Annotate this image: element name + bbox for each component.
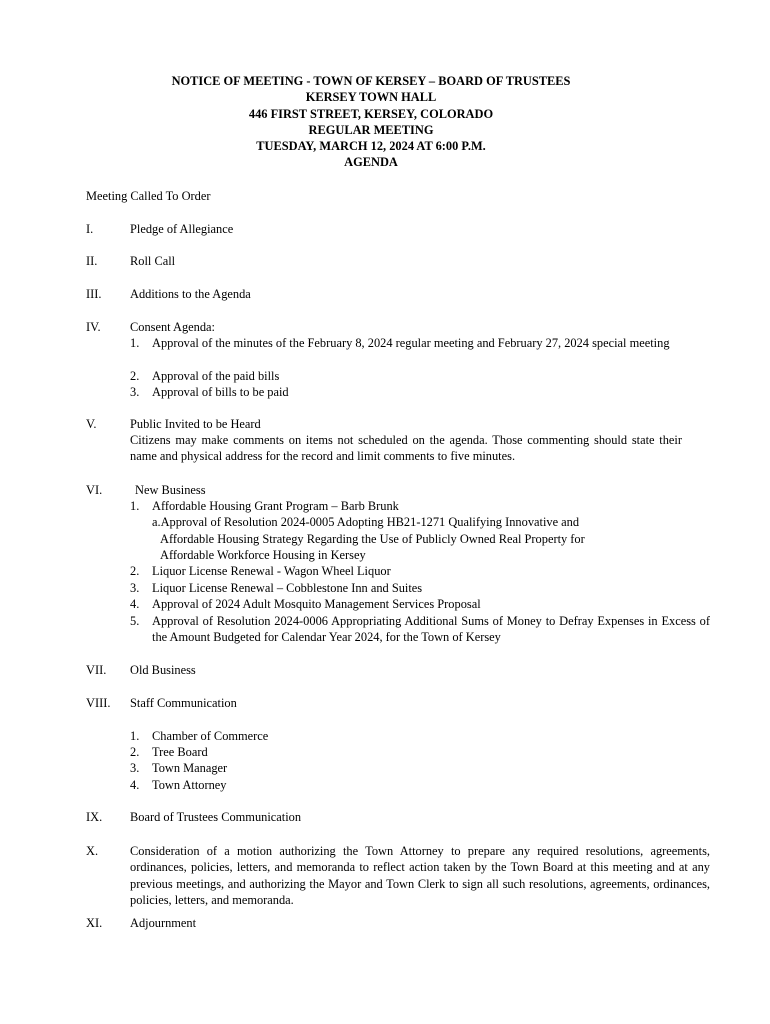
section-number: III. [86, 287, 102, 301]
list-item [130, 728, 710, 744]
motion-authorization-text: Consideration of a motion authorizing the Town Attorney to prepare any required resolutions, agreements, ordinances, policies, letters, and memoranda to reflect action taken by the Town Board at this meeting and at any previous meetings, and authorizing the Mayor and Town Clerk to sign all such resolutions, agreements, ordinances, policies, letters, and memoranda. [130, 844, 710, 907]
list-item [130, 744, 710, 760]
list-item-number: 3. [130, 581, 140, 595]
section-title-adjournment: Adjournment [130, 916, 197, 930]
list-item-text: Affordable Housing Grant Program – Barb Brunk [152, 499, 399, 513]
list-item-text: Town Manager [152, 761, 228, 775]
sub-item-a-line1: a.Approval of Resolution 2024-0005 Adopting HB21-1271 Qualifying Innovative and [152, 515, 580, 529]
section-title-additions: Additions to the Agenda [130, 287, 251, 301]
section-title-public-heard: Public Invited to be Heard [130, 417, 261, 431]
section-number: V. [86, 417, 97, 431]
header-agenda-line: AGENDA [344, 155, 398, 170]
section-title-new-business: New Business [135, 483, 206, 497]
sub-item-a-line3: Affordable Workforce Housing in Kersey [160, 548, 366, 562]
list-item-number: 4. [130, 778, 140, 792]
section-number: IV. [86, 320, 101, 334]
list-item [130, 335, 710, 351]
list-item-number: 1. [130, 499, 140, 513]
header-address-line: 446 FIRST STREET, KERSEY, COLORADO [248, 106, 494, 121]
list-item [130, 563, 710, 579]
section-title-consent-agenda: Consent Agenda: [130, 320, 216, 334]
list-item-text: Approval of the minutes of the February 8, 2024 regular meeting and February 27, 2024 special meeting [152, 336, 670, 350]
list-item [130, 760, 710, 776]
list-item-number: 4. [130, 597, 140, 611]
section-title-pledge: Pledge of Allegiance [130, 222, 234, 236]
header-notice-line: NOTICE OF MEETING - TOWN OF KERSEY – BOARD OF TRUSTEES [171, 74, 571, 88]
section-title-staff-communication: Staff Communication [130, 696, 237, 710]
public-comment-text: Citizens may make comments on items not scheduled on the agenda. Those commenting should state their name and physical address for the record and limit comments to five minutes. [130, 433, 682, 464]
list-item-number: 2. [130, 564, 140, 578]
list-item-number: 5. [130, 614, 140, 628]
header-venue-line: KERSEY TOWN HALL [305, 90, 437, 105]
sub-item-a-line2: Affordable Housing Strategy Regarding the Use of Publicly Owned Real Property for [160, 532, 585, 546]
list-item [130, 580, 710, 596]
section-number: VI. [86, 483, 103, 497]
list-item-text: Town Attorney [152, 778, 227, 792]
list-item [130, 384, 710, 400]
section-number: I. [86, 222, 94, 236]
list-item [130, 498, 710, 514]
section-number: VIII. [86, 696, 111, 710]
list-item-text: Approval of 2024 Adult Mosquito Management Services Proposal [152, 597, 481, 611]
header-date-line: TUESDAY, MARCH 12, 2024 AT 6:00 P.M. [256, 139, 486, 154]
list-item-text: Liquor License Renewal – Cobblestone Inn and Suites [152, 581, 423, 595]
section-title-roll-call: Roll Call [130, 254, 176, 268]
section-number: IX. [86, 810, 103, 824]
section-title-old-business: Old Business [130, 663, 196, 677]
list-item-text: Chamber of Commerce [152, 729, 269, 743]
section-title-board-communication: Board of Trustees Communication [130, 810, 302, 824]
list-item-text: Approval of bills to be paid [152, 385, 289, 399]
list-item [130, 596, 710, 612]
list-item-text: Liquor License Renewal - Wagon Wheel Liquor [152, 564, 391, 578]
list-item [130, 368, 710, 384]
list-item-text: Approval of Resolution 2024-0006 Appropriating Additional Sums of Money to Defray Expenses in Excess of the Amount Budgeted for Calendar Year 2024, for the Town of Kersey [152, 614, 710, 645]
section-number: X. [86, 844, 99, 858]
list-item-number: 2. [130, 745, 140, 759]
list-item-number: 2. [130, 369, 140, 383]
list-item-text: Tree Board [152, 745, 208, 759]
list-item-text: Approval of the paid bills [152, 369, 280, 383]
header-meeting-type-line: REGULAR MEETING [308, 122, 434, 137]
section-number: VII. [86, 663, 107, 677]
section-number: II. [86, 254, 98, 268]
list-item [130, 613, 710, 646]
list-item [130, 777, 710, 793]
notice-header [0, 73, 742, 171]
list-item-number: 3. [130, 385, 140, 399]
section-number: XI. [86, 916, 103, 930]
list-item-number: 1. [130, 336, 140, 350]
called-to-order: Meeting Called To Order [86, 189, 211, 203]
list-item-number: 3. [130, 761, 140, 775]
list-item-number: 1. [130, 729, 140, 743]
